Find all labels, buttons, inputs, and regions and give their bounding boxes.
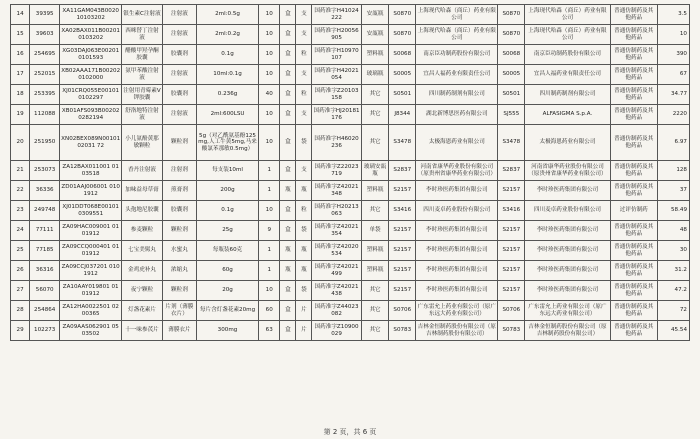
- enterprise-code-cell: S2157: [389, 281, 416, 301]
- specification-cell: 10ml:0.1g: [197, 65, 259, 85]
- row-number-cell: 16: [11, 45, 30, 65]
- dosage-form-cell: 注射液: [162, 65, 196, 85]
- row-number-cell: 15: [11, 25, 30, 45]
- supplier-cell: 李时珍医药集团有限公司: [525, 261, 611, 281]
- price-cell: 2220: [657, 105, 689, 125]
- drug-code-cell: XG03DAJ063E002010101593: [60, 45, 122, 65]
- packaging-material-cell: 其它: [361, 301, 389, 321]
- category-cell: 普通仿制药及其他药品: [610, 301, 657, 321]
- price-cell: 10: [657, 25, 689, 45]
- dosage-form-cell: 注射液: [162, 5, 196, 25]
- unit-package-cell: 支: [296, 161, 312, 181]
- enterprise-code-cell: S0068: [389, 45, 416, 65]
- supplier-code-cell: S3478: [498, 125, 525, 161]
- price-cell: 48: [657, 221, 689, 241]
- specification-cell: 0.1g: [197, 201, 259, 221]
- drug-name-cell: 舒洛地特注射液: [122, 105, 163, 125]
- manufacturer-cell: 李时珍医药集团有限公司: [416, 261, 498, 281]
- product-id-cell: 251950: [30, 125, 60, 161]
- enterprise-code-cell: S0501: [389, 85, 416, 105]
- packaging-material-cell: 安瓿瓶: [361, 5, 389, 25]
- drug-code-cell: XN02BEX089N0010102031 72: [60, 125, 122, 161]
- row-number-cell: 28: [11, 301, 30, 321]
- unit-package-cell: 粒: [296, 85, 312, 105]
- drug-code-cell: XJ01CRQ055E001010102297: [60, 85, 122, 105]
- table-row: [11, 85, 690, 105]
- supplier-cell: 四川麦卓药业股份有限公司: [525, 201, 611, 221]
- specification-cell: 60g: [197, 261, 259, 281]
- price-cell: 47.2: [657, 281, 689, 301]
- specification-cell: 200g: [197, 181, 259, 201]
- unit-min-cell: 盒: [280, 125, 296, 161]
- dosage-form-cell: 片剂（薄膜衣片）: [162, 301, 196, 321]
- unit-min-cell: 瓶: [280, 181, 296, 201]
- specification-cell: 25g: [197, 221, 259, 241]
- approval-number-cell: 国药准字H20056905: [312, 25, 361, 45]
- manufacturer-cell: 湖北新博思医药有限公司: [416, 105, 498, 125]
- dosage-form-cell: 煎膏剂: [162, 181, 196, 201]
- drug-code-cell: ZA10AAY019801 0101912: [60, 281, 122, 301]
- category-cell: 普通仿制药及其他药品: [610, 261, 657, 281]
- dosage-form-cell: 浓缩丸: [162, 261, 196, 281]
- supplier-code-cell: S0783: [498, 321, 525, 341]
- enterprise-code-cell: S3478: [389, 125, 416, 161]
- supplier-cell: 李时珍医药集团有限公司: [525, 281, 611, 301]
- unit-package-cell: 瓶: [296, 261, 312, 281]
- specification-cell: 0.236g: [197, 85, 259, 105]
- unit-package-cell: 片: [296, 301, 312, 321]
- approval-number-cell: 国药准字H46020236: [312, 125, 361, 161]
- supplier-code-cell: S2157: [498, 181, 525, 201]
- supplier-cell: 广东雷允上药业有限公司（原广东远大药业有限公司）: [525, 301, 611, 321]
- supplier-code-cell: S2157: [498, 281, 525, 301]
- unit-min-cell: 瓶: [280, 261, 296, 281]
- supplier-cell: 四川制药制剂有限公司: [525, 85, 611, 105]
- enterprise-code-cell: S0870: [389, 5, 416, 25]
- supplier-cell: 太极海恩药业有限公司: [525, 125, 611, 161]
- drug-name-cell: 氨甲苯酸注射液: [122, 65, 163, 85]
- manufacturer-cell: 四川麦卓药业股份有限公司: [416, 201, 498, 221]
- pack-quantity-cell: 10: [259, 281, 280, 301]
- approval-number-cell: 国药准字Z20103158: [312, 85, 361, 105]
- document-sheet: [10, 4, 690, 341]
- unit-min-cell: 盒: [280, 65, 296, 85]
- enterprise-code-cell: S0783: [389, 321, 416, 341]
- price-cell: 390: [657, 45, 689, 65]
- drug-name-cell: 注射用青霉素V钾胶囊: [122, 85, 163, 105]
- drug-name-cell: 参麦颗粒: [122, 221, 163, 241]
- drug-name-cell: 十一味参芪片: [122, 321, 163, 341]
- product-id-cell: 112088: [30, 105, 60, 125]
- specification-cell: 2ml:0.5g: [197, 5, 259, 25]
- unit-min-cell: 盒: [280, 25, 296, 45]
- manufacturer-cell: 宜昌人福药业有限责任公司: [416, 65, 498, 85]
- specification-cell: 每支装10ml: [197, 161, 259, 181]
- enterprise-code-cell: S2157: [389, 241, 416, 261]
- supplier-cell: ALFASIGMA S.p.A.: [525, 105, 611, 125]
- drug-code-cell: XB02AAA171B002020102000: [60, 65, 122, 85]
- table-row: [11, 241, 690, 261]
- manufacturer-cell: 李时珍医药集团有限公司: [416, 281, 498, 301]
- manufacturer-cell: 吉林金恒制药股份有限公司（原吉林制药股份有限公司）: [416, 321, 498, 341]
- product-id-cell: 77185: [30, 241, 60, 261]
- dosage-form-cell: 水蜜丸: [162, 241, 196, 261]
- table-row: [11, 321, 690, 341]
- product-id-cell: 249748: [30, 201, 60, 221]
- category-cell: 普通仿制药及其他药品: [610, 25, 657, 45]
- drug-code-cell: ZA09HAC009001 0101912: [60, 221, 122, 241]
- unit-package-cell: 瓶: [296, 241, 312, 261]
- category-cell: 普通仿制药及其他药品: [610, 321, 657, 341]
- packaging-material-cell: 塑料瓶: [361, 181, 389, 201]
- drug-name-cell: 头孢地尼胶囊: [122, 201, 163, 221]
- enterprise-code-cell: S2157: [389, 221, 416, 241]
- approval-number-cell: 国药准字H10970107: [312, 45, 361, 65]
- enterprise-code-cell: S3416: [389, 201, 416, 221]
- category-cell: 普通仿制药及其他药品: [610, 85, 657, 105]
- category-cell: 普通仿制药及其他药品: [610, 161, 657, 181]
- product-id-cell: 39395: [30, 5, 60, 25]
- dosage-form-cell: 注射液: [162, 105, 196, 125]
- row-number-cell: 20: [11, 125, 30, 161]
- table-row: [11, 45, 690, 65]
- pack-quantity-cell: 1: [259, 241, 280, 261]
- specification-cell: 0.1g: [197, 45, 259, 65]
- packaging-material-cell: 塑料瓶: [361, 45, 389, 65]
- manufacturer-cell: 李时珍医药集团有限公司: [416, 221, 498, 241]
- approval-number-cell: 国药准字Z22023719: [312, 161, 361, 181]
- approval-number-cell: 国药准字H20213063: [312, 201, 361, 221]
- unit-package-cell: 支: [296, 5, 312, 25]
- supplier-code-cell: S0068: [498, 45, 525, 65]
- table-row: [11, 281, 690, 301]
- product-id-cell: 39603: [30, 25, 60, 45]
- manufacturer-cell: 太极海恩药业有限公司: [416, 125, 498, 161]
- price-cell: 31.2: [657, 261, 689, 281]
- unit-package-cell: 粒: [296, 45, 312, 65]
- manufacturer-cell: 南京臣功制药股份有限公司: [416, 45, 498, 65]
- specification-cell: 每瓶装60克: [197, 241, 259, 261]
- pack-quantity-cell: 10: [259, 45, 280, 65]
- supplier-code-cell: S2837: [498, 161, 525, 181]
- drug-code-cell: ZA09CCJ037201 0101912: [60, 261, 122, 281]
- manufacturer-cell: 上海现代哈森（商丘）药业有限公司: [416, 25, 498, 45]
- table-row: [11, 5, 690, 25]
- row-number-cell: 29: [11, 321, 30, 341]
- drug-name-cell: 醋酸甲羟孕酮胶囊: [122, 45, 163, 65]
- category-cell: 普通仿制药及其他药品: [610, 105, 657, 125]
- supplier-cell: 河南省康华药业股份有限公司（原贵州省康华药业有限公司）: [525, 161, 611, 181]
- table-row: [11, 201, 690, 221]
- unit-min-cell: 盒: [280, 281, 296, 301]
- drug-code-cell: ZA12HA0022501 0200365: [60, 301, 122, 321]
- unit-min-cell: 盒: [280, 85, 296, 105]
- row-number-cell: 19: [11, 105, 30, 125]
- packaging-material-cell: 其它: [361, 201, 389, 221]
- manufacturer-cell: 四川制药制剂有限公司: [416, 85, 498, 105]
- pack-quantity-cell: 10: [259, 5, 280, 25]
- pack-quantity-cell: 10: [259, 65, 280, 85]
- dosage-form-cell: 注射液: [162, 25, 196, 45]
- product-id-cell: 253395: [30, 85, 60, 105]
- product-id-cell: 254695: [30, 45, 60, 65]
- pack-quantity-cell: 10: [259, 105, 280, 125]
- unit-package-cell: 袋: [296, 281, 312, 301]
- unit-min-cell: 盒: [280, 301, 296, 321]
- table-body: [11, 5, 690, 341]
- unit-package-cell: 瓶: [296, 181, 312, 201]
- packaging-material-cell: 单袋: [361, 221, 389, 241]
- approval-number-cell: 国药准字Z42021354: [312, 221, 361, 241]
- drug-code-cell: ZA12BAX011001 0103518: [60, 161, 122, 181]
- specification-cell: 5g（对乙酰氨基酚125mg,人工牛黄5mg,马来酸氯苯那敏0.5mg）: [197, 125, 259, 161]
- price-cell: 67: [657, 65, 689, 85]
- product-id-cell: 254864: [30, 301, 60, 321]
- category-cell: 普通仿制药及其他药品: [610, 221, 657, 241]
- manufacturer-cell: 李时珍医药集团有限公司: [416, 181, 498, 201]
- price-cell: 128: [657, 161, 689, 181]
- drug-name-cell: 灯盏花素片: [122, 301, 163, 321]
- row-number-cell: 21: [11, 161, 30, 181]
- row-number-cell: 22: [11, 181, 30, 201]
- approval-number-cell: 国药准字Z42020534: [312, 241, 361, 261]
- unit-package-cell: 支: [296, 65, 312, 85]
- table-row: [11, 261, 690, 281]
- pack-quantity-cell: 9: [259, 221, 280, 241]
- drug-price-table: [10, 4, 690, 341]
- unit-package-cell: 支: [296, 25, 312, 45]
- product-id-cell: 252015: [30, 65, 60, 85]
- dosage-form-cell: 颗粒剂: [162, 125, 196, 161]
- specification-cell: 每片含灯盏花素20mg: [197, 301, 259, 321]
- pack-quantity-cell: 1: [259, 161, 280, 181]
- table-row: [11, 105, 690, 125]
- packaging-material-cell: 玻璃瓶: [361, 65, 389, 85]
- packaging-material-cell: 其它: [361, 281, 389, 301]
- manufacturer-cell: 广东雷允上药业有限公司（原广东远大药业有限公司）: [416, 301, 498, 321]
- dosage-form-cell: 注射剂: [162, 161, 196, 181]
- supplier-code-cell: S0005: [498, 65, 525, 85]
- enterprise-code-cell: S2837: [389, 161, 416, 181]
- packaging-material-cell: 其它: [361, 105, 389, 125]
- specification-cell: 2ml:600LSU: [197, 105, 259, 125]
- category-cell: 普通仿制药及其他药品: [610, 45, 657, 65]
- supplier-code-cell: S2157: [498, 241, 525, 261]
- supplier-cell: 上海现代哈森（商丘）药业有限公司: [525, 25, 611, 45]
- packaging-material-cell: 安瓿瓶: [361, 25, 389, 45]
- packaging-material-cell: 玻璃安瓿瓶: [361, 161, 389, 181]
- table-row: [11, 125, 690, 161]
- product-id-cell: 253073: [30, 161, 60, 181]
- unit-package-cell: 粒: [296, 201, 312, 221]
- specification-cell: 2ml:0.2g: [197, 25, 259, 45]
- manufacturer-cell: 上海现代哈森（商丘）药业有限公司: [416, 5, 498, 25]
- price-cell: 45.54: [657, 321, 689, 341]
- drug-name-cell: 西咪替丁注射液: [122, 25, 163, 45]
- product-id-cell: 36336: [30, 181, 60, 201]
- enterprise-code-cell: S0870: [389, 25, 416, 45]
- approval-number-cell: 国药准字Z42021438: [312, 281, 361, 301]
- dosage-form-cell: 胶囊剂: [162, 45, 196, 65]
- drug-name-cell: 金鸡虎补丸: [122, 261, 163, 281]
- supplier-code-cell: S0870: [498, 5, 525, 25]
- drug-code-cell: ZA09CCQ000401 0101912: [60, 241, 122, 261]
- drug-code-cell: XJ01DDT068E001010309551: [60, 201, 122, 221]
- pack-quantity-cell: 10: [259, 201, 280, 221]
- drug-name-cell: 银生素C注射液: [122, 5, 163, 25]
- drug-name-cell: 香丹注射液: [122, 161, 163, 181]
- supplier-code-cell: S3416: [498, 201, 525, 221]
- row-number-cell: 25: [11, 241, 30, 261]
- unit-min-cell: 瓶: [280, 241, 296, 261]
- pack-quantity-cell: 60: [259, 301, 280, 321]
- manufacturer-cell: 李时珍医药集团有限公司: [416, 241, 498, 261]
- drug-code-cell: XB01AFS093B002020282194: [60, 105, 122, 125]
- specification-cell: 20g: [197, 281, 259, 301]
- unit-min-cell: 盒: [280, 5, 296, 25]
- supplier-code-cell: SJ555: [498, 105, 525, 125]
- approval-number-cell: 国药准字H42021054: [312, 65, 361, 85]
- unit-package-cell: 袋: [296, 221, 312, 241]
- drug-name-cell: 加味益母草膏: [122, 181, 163, 201]
- unit-min-cell: 盒: [280, 45, 296, 65]
- drug-name-cell: 七宝美髯丸: [122, 241, 163, 261]
- unit-min-cell: 盒: [280, 321, 296, 341]
- price-cell: 3.5: [657, 5, 689, 25]
- enterprise-code-cell: S2157: [389, 181, 416, 201]
- product-id-cell: 56070: [30, 281, 60, 301]
- table-row: [11, 65, 690, 85]
- unit-package-cell: 片: [296, 321, 312, 341]
- table-row: [11, 161, 690, 181]
- price-cell: 58.49: [657, 201, 689, 221]
- supplier-cell: 李时珍医药集团有限公司: [525, 241, 611, 261]
- row-number-cell: 18: [11, 85, 30, 105]
- product-id-cell: 36316: [30, 261, 60, 281]
- enterprise-code-cell: J8344: [389, 105, 416, 125]
- row-number-cell: 24: [11, 221, 30, 241]
- pack-quantity-cell: 40: [259, 85, 280, 105]
- category-cell: 普通仿制药及其他药品: [610, 125, 657, 161]
- manufacturer-cell: 河南省康华药业股份有限公司（原贵州省康华药业有限公司）: [416, 161, 498, 181]
- table-row: [11, 25, 690, 45]
- dosage-form-cell: 胶囊剂: [162, 85, 196, 105]
- price-cell: 34.77: [657, 85, 689, 105]
- specification-cell: 300mg: [197, 321, 259, 341]
- pack-quantity-cell: 1: [259, 261, 280, 281]
- packaging-material-cell: 塑料瓶: [361, 241, 389, 261]
- approval-number-cell: 国药准字Z44023082: [312, 301, 361, 321]
- page-footer: 第 2 页，共 6 页: [323, 428, 377, 436]
- approval-number-cell: 国药准字H41024222: [312, 5, 361, 25]
- unit-min-cell: 盒: [280, 221, 296, 241]
- approval-number-cell: 国药准字Z42021499: [312, 261, 361, 281]
- price-cell: 30: [657, 241, 689, 261]
- unit-min-cell: 盒: [280, 161, 296, 181]
- table-row: [11, 181, 690, 201]
- pack-quantity-cell: 10: [259, 25, 280, 45]
- packaging-material-cell: 其它: [361, 85, 389, 105]
- drug-code-cell: ZD01AAJ006001 0101912: [60, 181, 122, 201]
- category-cell: 过评仿制药: [610, 201, 657, 221]
- category-cell: 普通仿制药及其他药品: [610, 281, 657, 301]
- approval-number-cell: 国药准字Z10900029: [312, 321, 361, 341]
- drug-name-cell: 夜宁颗粒: [122, 281, 163, 301]
- drug-code-cell: XA11GAM043B002010103202: [60, 5, 122, 25]
- price-cell: 37: [657, 181, 689, 201]
- unit-min-cell: 盒: [280, 201, 296, 221]
- approval-number-cell: 国药准字HJ20181176: [312, 105, 361, 125]
- supplier-cell: 宜昌人福药业有限责任公司: [525, 65, 611, 85]
- enterprise-code-cell: S0005: [389, 65, 416, 85]
- pack-quantity-cell: 63: [259, 321, 280, 341]
- table-row: [11, 301, 690, 321]
- supplier-code-cell: S0706: [498, 301, 525, 321]
- category-cell: 普通仿制药及其他药品: [610, 181, 657, 201]
- supplier-cell: 李时珍医药集团有限公司: [525, 181, 611, 201]
- row-number-cell: 23: [11, 201, 30, 221]
- unit-package-cell: 袋: [296, 125, 312, 161]
- unit-package-cell: 支: [296, 105, 312, 125]
- price-cell: 72: [657, 301, 689, 321]
- supplier-cell: 吉林金恒制药股份有限公司（原吉林制药股份有限公司）: [525, 321, 611, 341]
- packaging-material-cell: 其它: [361, 321, 389, 341]
- supplier-code-cell: S0870: [498, 25, 525, 45]
- enterprise-code-cell: S2157: [389, 261, 416, 281]
- category-cell: 普通仿制药及其他药品: [610, 241, 657, 261]
- pack-quantity-cell: 10: [259, 125, 280, 161]
- supplier-cell: 南京臣功制药股份有限公司: [525, 45, 611, 65]
- table-row: [11, 221, 690, 241]
- product-id-cell: 77111: [30, 221, 60, 241]
- dosage-form-cell: 胶囊剂: [162, 201, 196, 221]
- supplier-cell: 李时珍医药集团有限公司: [525, 221, 611, 241]
- price-cell: 6.97: [657, 125, 689, 161]
- drug-code-cell: ZA09AAS062901 0503502: [60, 321, 122, 341]
- drug-code-cell: XA02BAX011B002010103202: [60, 25, 122, 45]
- dosage-form-cell: 颗粒剂: [162, 281, 196, 301]
- pack-quantity-cell: 1: [259, 181, 280, 201]
- row-number-cell: 26: [11, 261, 30, 281]
- row-number-cell: 14: [11, 5, 30, 25]
- packaging-material-cell: 塑料瓶: [361, 261, 389, 281]
- supplier-code-cell: S2157: [498, 261, 525, 281]
- approval-number-cell: 国药准字Z42021348: [312, 181, 361, 201]
- supplier-cell: 上海现代哈森（商丘）药业有限公司: [525, 5, 611, 25]
- drug-name-cell: 小儿氨酚黄那敏颗粒: [122, 125, 163, 161]
- category-cell: 普通仿制药及其他药品: [610, 5, 657, 25]
- packaging-material-cell: 其它: [361, 125, 389, 161]
- dosage-form-cell: 薄膜衣片: [162, 321, 196, 341]
- category-cell: 普通仿制药及其他药品: [610, 65, 657, 85]
- row-number-cell: 27: [11, 281, 30, 301]
- row-number-cell: 17: [11, 65, 30, 85]
- unit-min-cell: 盒: [280, 105, 296, 125]
- supplier-code-cell: S0501: [498, 85, 525, 105]
- supplier-code-cell: S2157: [498, 221, 525, 241]
- product-id-cell: 102273: [30, 321, 60, 341]
- dosage-form-cell: 颗粒剂: [162, 221, 196, 241]
- enterprise-code-cell: S0706: [389, 301, 416, 321]
